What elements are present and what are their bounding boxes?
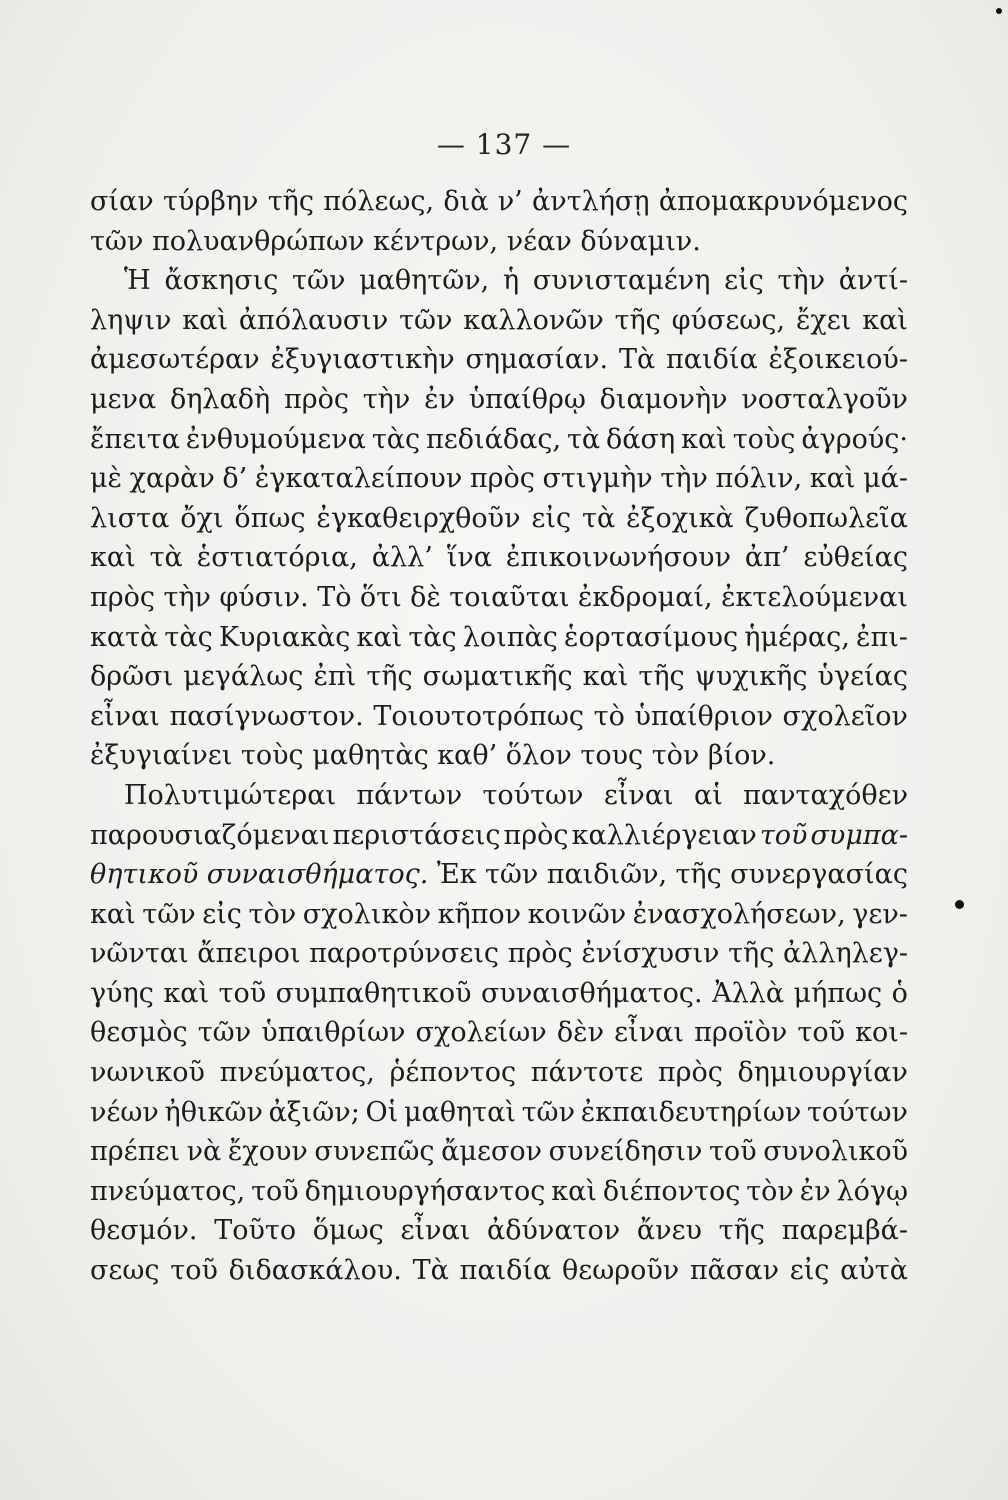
text-line bbox=[90, 459, 908, 499]
word: καὶ bbox=[90, 898, 136, 930]
text-line bbox=[90, 736, 908, 776]
word: τῆς bbox=[728, 938, 775, 970]
text-line bbox=[90, 895, 908, 935]
word: Κυριακὰς bbox=[218, 621, 351, 653]
word: νωνικοῦ bbox=[90, 1057, 205, 1089]
word: δημιουργίαν bbox=[737, 1057, 908, 1089]
word: τοῦ bbox=[251, 1175, 299, 1207]
word: πανταχόθεν bbox=[743, 779, 908, 811]
text-line bbox=[90, 934, 908, 974]
word: μήπως bbox=[793, 977, 883, 1009]
word: ἀδύνατον bbox=[487, 1215, 621, 1247]
word: κατὰ bbox=[90, 621, 159, 653]
word: τοῦ bbox=[709, 1136, 757, 1168]
text-line bbox=[90, 538, 908, 578]
word: τῆς bbox=[718, 1215, 765, 1247]
word: ἀπόλαυσιν bbox=[238, 304, 389, 336]
word: νὰ bbox=[186, 1136, 222, 1168]
word: διαμονὴν bbox=[599, 383, 728, 415]
word: ἐκπαιδευτηρίων bbox=[580, 1096, 802, 1128]
word: Τοιουτοτρόπως bbox=[373, 700, 584, 732]
word: ἐπι- bbox=[855, 621, 908, 653]
word: ἑορτασίμους bbox=[564, 621, 739, 653]
word: Τὰ bbox=[618, 344, 656, 376]
word: ζυθοπωλεῖα bbox=[744, 502, 908, 534]
word: τύρβην bbox=[162, 186, 259, 217]
word: ἀξιῶν; bbox=[268, 1096, 360, 1128]
word: δημιουργήσαντος bbox=[304, 1175, 546, 1207]
word: ἐγκαταλείπουν bbox=[254, 463, 463, 495]
word: ἡ bbox=[502, 265, 520, 297]
word: συνισταμένη bbox=[532, 265, 711, 297]
word: λόγῳ bbox=[836, 1175, 908, 1207]
word: καὶ bbox=[163, 977, 210, 1009]
word: ἄνευ bbox=[636, 1215, 702, 1247]
word: ἀπομακρυνόμενος bbox=[658, 186, 908, 217]
word: Τὸ bbox=[317, 581, 352, 613]
word: εἶναι bbox=[603, 779, 674, 811]
word: τὴν bbox=[163, 581, 211, 613]
word: ἐνασχολήσεων, bbox=[632, 898, 846, 930]
word: συνεπῶς bbox=[314, 1136, 435, 1168]
word: ἐξυγιαστικὴν bbox=[270, 344, 455, 376]
word: παιδιῶν, bbox=[546, 859, 668, 891]
word: ἀγρούς· bbox=[801, 423, 908, 455]
line-words: τῶν πολυανθρώπων κέντρων, νέαν δύναμιν. bbox=[90, 225, 701, 257]
word: διδασκάλου. bbox=[228, 1255, 402, 1287]
word: τῆς bbox=[675, 859, 722, 891]
word: διέποντος bbox=[602, 1175, 741, 1207]
word: σεως bbox=[90, 1255, 160, 1287]
word: πρὸς bbox=[90, 581, 155, 613]
word: ἐν bbox=[424, 383, 455, 415]
word: καὶ bbox=[90, 542, 136, 574]
text-line bbox=[90, 1251, 908, 1291]
word: καὶ bbox=[681, 423, 727, 455]
word: εἶναι bbox=[90, 700, 160, 732]
word: ἄπειροι bbox=[197, 938, 301, 970]
word: παροτρύνσεις bbox=[309, 938, 500, 970]
word: πρὸς bbox=[503, 819, 569, 851]
word: Οἱ bbox=[365, 1096, 399, 1128]
word: μαθηταὶ bbox=[403, 1096, 516, 1128]
text-line bbox=[90, 855, 908, 895]
word: τὸ bbox=[593, 700, 625, 732]
word: τούτων bbox=[806, 1096, 908, 1128]
word: καὶ bbox=[182, 304, 228, 336]
word: καὶ bbox=[862, 304, 908, 336]
line-words: ἐξυγιαίνει τοὺς μαθητὰς καθ’ ὅλον τους τὸν βίον. bbox=[90, 740, 776, 772]
word: ἵνα bbox=[446, 542, 492, 574]
word: κοινῶν bbox=[527, 898, 627, 930]
word: εἰς bbox=[724, 265, 764, 297]
word: παιδία bbox=[666, 344, 758, 376]
word: Τὰ bbox=[412, 1255, 449, 1287]
word: ἀλληλεγ- bbox=[782, 938, 908, 970]
text-line bbox=[90, 1093, 908, 1133]
word: ἑστιατόρια, bbox=[196, 542, 358, 574]
word: ἠθικῶν bbox=[164, 1096, 263, 1128]
word: προϊὸν bbox=[694, 1017, 788, 1049]
word: ὑγείας bbox=[817, 661, 908, 693]
word: περιστάσεις bbox=[332, 819, 501, 851]
word: κῆπον bbox=[437, 898, 522, 930]
text-line bbox=[90, 340, 908, 380]
word: Ἐκ bbox=[436, 859, 477, 891]
word: τὴν bbox=[777, 265, 826, 297]
word: ἄσκησις bbox=[164, 265, 279, 297]
text-line bbox=[90, 657, 908, 697]
word: ἐνίσχυσιν bbox=[581, 938, 720, 970]
word: εἰς bbox=[531, 502, 572, 534]
word: τὰ bbox=[566, 423, 601, 455]
word: μά- bbox=[863, 463, 908, 495]
word: ὑπαίθρῳ bbox=[468, 383, 586, 415]
text-line bbox=[90, 1132, 908, 1172]
word: σχολεῖον bbox=[782, 700, 908, 732]
word: τῆς bbox=[366, 661, 413, 693]
word: πεδιάδας, bbox=[426, 423, 562, 455]
word: μαθητῶν, bbox=[359, 265, 490, 297]
word: τῆς bbox=[638, 661, 685, 693]
word: συμπα- bbox=[810, 819, 908, 851]
word: παρουσιαζόμεναι bbox=[90, 819, 330, 851]
word: τοῦ bbox=[170, 1255, 218, 1287]
word: Πολυτιμώτεραι bbox=[124, 779, 337, 811]
word: σχολείων bbox=[415, 1017, 547, 1049]
text-line bbox=[90, 776, 908, 816]
word: πασίγνωστον. bbox=[169, 700, 364, 732]
word: δὲν bbox=[556, 1017, 605, 1049]
word: λοιπὰς bbox=[462, 621, 558, 653]
text-line bbox=[90, 697, 908, 737]
word: τοῦ bbox=[759, 819, 808, 851]
word: ἐνθυμούμενα bbox=[185, 423, 366, 455]
word: τῶν bbox=[399, 304, 453, 336]
word: θεωροῦν bbox=[561, 1255, 680, 1287]
page-number: — 137 — bbox=[436, 128, 572, 161]
word: ὑπαίθριον bbox=[634, 700, 773, 732]
word: μὲ bbox=[90, 463, 123, 495]
word: εὐθείας bbox=[803, 542, 908, 574]
word: τὰς bbox=[164, 621, 213, 653]
word: τῶν bbox=[484, 859, 539, 891]
word: ὁ bbox=[891, 977, 908, 1009]
word: νέων bbox=[90, 1096, 159, 1128]
word: πρὸς bbox=[657, 1057, 723, 1089]
word: δ’ bbox=[222, 463, 248, 495]
word: ἐκτελούμεναι bbox=[721, 581, 908, 613]
word: τῆς bbox=[267, 186, 314, 217]
word: αὐτὰ bbox=[840, 1255, 908, 1287]
word: εἰς bbox=[789, 1255, 830, 1287]
word: ὅμως bbox=[312, 1215, 384, 1247]
word: πόλεως, bbox=[323, 186, 435, 217]
word: κοι- bbox=[855, 1017, 908, 1049]
word: ἐπικοινωνήσουν bbox=[505, 542, 731, 574]
word: καὶ bbox=[809, 463, 856, 495]
word: συνείδησιν bbox=[548, 1136, 703, 1168]
word: τῶν bbox=[521, 1096, 575, 1128]
word: καὶ bbox=[551, 1175, 597, 1207]
word: τὴν bbox=[660, 463, 708, 495]
word: πρὸς bbox=[469, 463, 535, 495]
word: χαρὰν bbox=[129, 463, 215, 495]
text-line bbox=[90, 1013, 908, 1053]
word: εἶναι bbox=[400, 1215, 471, 1247]
text-line bbox=[90, 578, 908, 618]
word: ὅτι bbox=[359, 581, 402, 613]
ink-speck bbox=[996, 8, 1002, 14]
word: τὸν bbox=[248, 898, 297, 930]
word: νῶνται bbox=[90, 938, 189, 970]
word: ἐγκαθειρχθοῦν bbox=[316, 502, 521, 534]
word: Ἡ bbox=[124, 265, 151, 297]
word: πρὸς bbox=[507, 938, 573, 970]
word: τοιαῦται bbox=[449, 581, 570, 613]
word: ὑπαιθρίων bbox=[261, 1017, 406, 1049]
word: καλλιέργειαν bbox=[571, 819, 757, 851]
body-text bbox=[90, 182, 908, 1291]
word: συνολικοῦ bbox=[763, 1136, 908, 1168]
word: πᾶσαν bbox=[689, 1255, 779, 1287]
word: ἀπ’ bbox=[744, 542, 790, 574]
word: ἐπὶ bbox=[313, 661, 357, 693]
word: μεγάλως bbox=[183, 661, 304, 693]
word: τὰ bbox=[582, 502, 616, 534]
word: ληψιν bbox=[90, 304, 172, 336]
text-line bbox=[90, 1053, 908, 1093]
word: παιδία bbox=[459, 1255, 552, 1287]
word: Ἀλλὰ bbox=[712, 977, 785, 1009]
word: καὶ bbox=[356, 621, 403, 653]
word: διὰ bbox=[443, 186, 489, 217]
word: τὰ bbox=[149, 542, 183, 574]
word: λιστα bbox=[90, 502, 170, 534]
word: ἡμέρας, bbox=[744, 621, 850, 653]
text-line bbox=[90, 499, 908, 539]
word: ἔχει bbox=[795, 304, 852, 336]
word: πάντων bbox=[356, 779, 463, 811]
word: μενα bbox=[90, 383, 157, 415]
word: ἀντί- bbox=[838, 265, 908, 297]
word: πρὸς bbox=[283, 383, 349, 415]
word: τοῦ bbox=[218, 977, 267, 1009]
text-line bbox=[90, 816, 908, 856]
word: ἐξοχικὰ bbox=[626, 502, 734, 534]
text-line bbox=[90, 618, 908, 658]
word: ψυχικῆς bbox=[694, 661, 808, 693]
word: τὸν bbox=[746, 1175, 794, 1207]
word: νοσταλγοῦν bbox=[741, 383, 908, 415]
word: θεσμὸς bbox=[90, 1017, 188, 1049]
word: τούτων bbox=[482, 779, 584, 811]
word: τῆς bbox=[614, 304, 661, 336]
word: ὄχι bbox=[180, 502, 224, 534]
word: συναισθήματος. bbox=[206, 859, 429, 891]
word: παρεμβά- bbox=[781, 1215, 908, 1247]
word: σωματικῆς bbox=[422, 661, 573, 693]
word: συμπαθητικοῦ bbox=[275, 977, 472, 1009]
word: τοῦ bbox=[797, 1017, 845, 1049]
word: ἔχουν bbox=[227, 1136, 308, 1168]
word: ἀμεσωτέραν bbox=[90, 344, 260, 376]
word: καλλονῶν bbox=[463, 304, 604, 336]
word: καὶ bbox=[582, 661, 629, 693]
word: πάντοτε bbox=[530, 1057, 644, 1089]
word: ἔπειτα bbox=[90, 423, 180, 455]
text-line bbox=[90, 420, 908, 460]
word: πνεύματος, bbox=[219, 1057, 375, 1089]
word: δρῶσι bbox=[90, 661, 174, 693]
word: φύσιν. bbox=[219, 581, 309, 613]
text-line bbox=[90, 261, 908, 301]
text-line bbox=[90, 1172, 908, 1212]
word: σχολικὸν bbox=[302, 898, 431, 930]
word: τὴν bbox=[362, 383, 411, 415]
word: πόλιν, bbox=[715, 463, 803, 495]
word: τὰς bbox=[371, 423, 421, 455]
word: ν’ bbox=[497, 186, 523, 217]
word: αἱ bbox=[693, 779, 723, 811]
word: ὅπως bbox=[234, 502, 306, 534]
word: δηλαδὴ bbox=[169, 383, 271, 415]
word: τῶν bbox=[142, 898, 196, 930]
text-line bbox=[90, 974, 908, 1014]
text-line bbox=[90, 1211, 908, 1251]
word: ἐκδρομαί, bbox=[577, 581, 713, 613]
word: σημασίαν. bbox=[465, 344, 609, 376]
word: θεσμόν. bbox=[90, 1215, 198, 1247]
word: θητικοῦ bbox=[90, 859, 199, 891]
word: πρέπει bbox=[90, 1136, 180, 1168]
word: ἐν bbox=[799, 1175, 831, 1207]
word: σίαν bbox=[90, 186, 154, 217]
word: δάση bbox=[606, 423, 676, 455]
word: συναισθήματος. bbox=[480, 977, 703, 1009]
word: τὰς bbox=[408, 621, 457, 653]
word: φύσεως, bbox=[671, 304, 786, 336]
word: ῥέποντος bbox=[389, 1057, 517, 1089]
word: τῶν bbox=[292, 265, 346, 297]
word: ἄμεσον bbox=[441, 1136, 543, 1168]
word: Τοῦτο bbox=[214, 1215, 297, 1247]
word: εἶναι bbox=[614, 1017, 684, 1049]
word: γύης bbox=[90, 977, 154, 1009]
word: ἀλλ’ bbox=[371, 542, 433, 574]
word: πνεύματος, bbox=[90, 1175, 246, 1207]
word: γεν- bbox=[852, 898, 908, 930]
text-line bbox=[90, 222, 908, 262]
ink-speck bbox=[955, 900, 964, 909]
text-line bbox=[90, 182, 908, 222]
word: τῶν bbox=[197, 1017, 252, 1049]
word: στιγμὴν bbox=[542, 463, 653, 495]
word: συνεργασίας bbox=[730, 859, 908, 891]
word: εἰς bbox=[202, 898, 242, 930]
text-line bbox=[90, 380, 908, 420]
word: ἐξοικειού- bbox=[768, 344, 908, 376]
word: τοὺς bbox=[732, 423, 796, 455]
word: δὲ bbox=[410, 581, 441, 613]
text-line bbox=[90, 301, 908, 341]
word: ἀντλήσῃ bbox=[532, 186, 650, 217]
